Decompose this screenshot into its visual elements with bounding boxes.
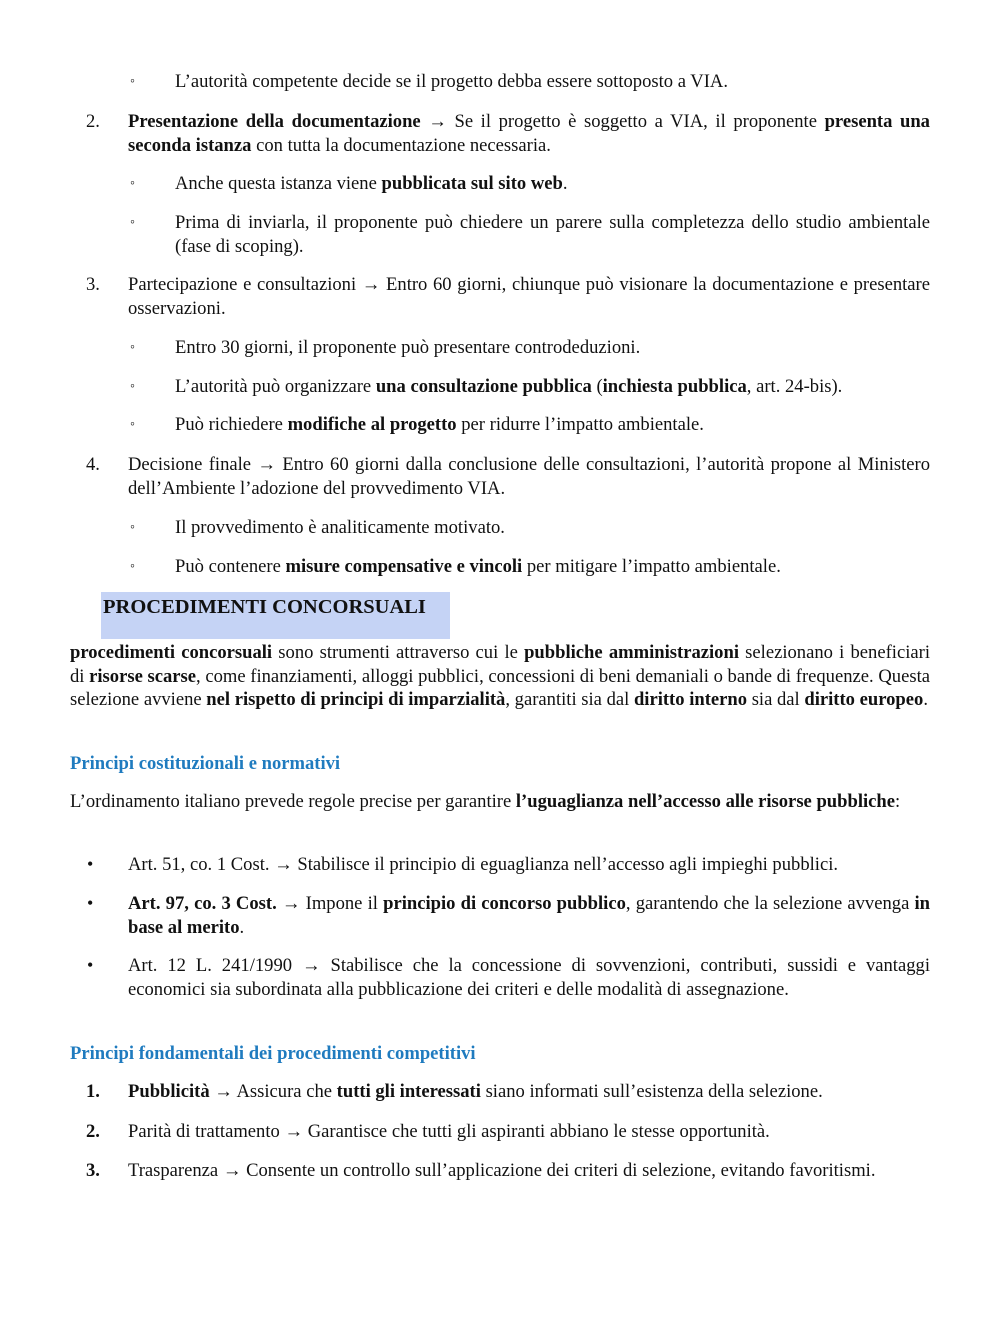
text-run: L’autorità competente decide se il progetto debba essere sottoposto a VIA. [175,71,728,92]
list-item-text [175,555,930,579]
list-item-text [128,110,930,157]
text-run: L’autorità può organizzare [175,376,376,397]
list-item-text [128,1120,930,1144]
sub-bullet-marker: ◦ [130,215,135,230]
list-item-text [175,336,930,360]
bold-text: una consultazione pubblica [375,376,592,397]
text-run: . [239,916,245,938]
list-item-text [128,1080,930,1104]
bold-text: tutti gli interessati [336,1081,481,1102]
bold-text: inchiesta pubblica [602,376,747,397]
bold-text: modifiche al progetto [287,414,457,435]
bold-text: l’uguaglianza nell’accesso alle risorse pubbliche [515,791,895,812]
text-run: → Se il progetto è soggetto a VIA, il proponente [420,111,825,132]
bullet-text [128,954,930,1001]
list-item-text [175,375,930,399]
subheading-fundamental-principles: Principi fondamentali dei procedimenti competitivi [70,1043,476,1064]
bold-text: procedimenti concorsuali [70,642,273,663]
list-number: 1. [86,1081,100,1102]
bullet-text [128,892,930,939]
text-run: , art. 24-bis). [746,376,843,397]
text-run: Art. 12 L. 241/1990 → Stabilisce che la concessione di sovvenzioni, contributi, sussidi e vantaggi economici sia subordinata alla pubblicazione dei criteri e delle modalità di assegnazione. [128,955,930,1000]
text-run: ( [591,376,603,397]
text-run: : [895,791,901,812]
text-run: sono strumenti attraverso cui le [272,642,525,663]
text-run: , garantiti sia dal [505,689,634,710]
bold-text: Art. 97, co. 3 Cost. [128,893,277,914]
intro-paragraph [70,641,930,712]
list-number: 2. [86,1121,100,1142]
list-number: 2. [86,111,100,132]
text-run: . [923,689,928,710]
bold-text: nel rispetto di principi di imparzialità [206,689,506,710]
section-heading: PROCEDIMENTI CONCORSUALI [103,596,426,618]
text-run: siano informati sull’esistenza della selezione. [480,1081,823,1102]
bold-text: Pubblicità [128,1081,210,1102]
sub-bullet-marker: ◦ [130,559,135,574]
list-item-text [175,413,930,437]
list-number: 4. [86,454,100,475]
list-item-text [128,273,930,320]
list-item-text [175,516,930,540]
text-run: Trasparenza → Consente un controllo sull’applicazione dei criteri di selezione, evitando favoritismi. [128,1160,876,1181]
text-run: → Assicura che [209,1081,337,1102]
bold-text: diritto interno [633,689,748,710]
text-run: Prima di inviarla, il proponente può chiedere un parere sulla completezza dello studio ambientale (fase di scoping). [175,212,930,257]
subheading-constitutional-principles: Principi costituzionali e normativi [70,753,341,774]
bullet-marker: • [87,854,94,874]
text-run: → Impone il [276,893,384,914]
bullet-marker: • [87,955,94,975]
bold-text: pubbliche amministrazioni [524,642,739,663]
text-run: Entro 30 giorni, il proponente può presentare controdeduzioni. [175,337,641,358]
list-item-text [175,70,930,94]
sub-bullet-marker: ◦ [130,340,135,355]
text-run: Art. 51, co. 1 Cost. → Stabilisce il principio di eguaglianza nell’accesso agli impieghi pubblici. [128,854,839,875]
bold-text: diritto europeo [804,689,924,710]
paragraph-text [70,790,930,814]
text-run: Anche questa istanza viene [175,173,382,194]
text-run: Partecipazione e consultazioni → Entro 60 giorni, chiunque può visionare la documentazione e presentare osservazioni. [128,274,930,319]
sub-bullet-marker: ◦ [130,520,135,535]
text-run: Può richiedere [175,414,288,435]
text-run: Parità di trattamento → Garantisce che tutti gli aspiranti abbiano le stesse opportunità. [128,1121,770,1142]
text-run: L’ordinamento italiano prevede regole precise per garantire [70,791,516,812]
text-run: sia dal [747,689,805,710]
text-run: per mitigare l’impatto ambientale. [522,556,781,577]
bullet-text [128,853,930,877]
text-run: con tutta la documentazione necessaria. [251,134,551,156]
list-item-text [175,211,930,258]
text-run: , garantendo che la selezione avvenga [625,893,915,914]
list-item-text [128,453,930,500]
text-run: Può contenere [175,556,286,577]
list-item-text [128,1159,930,1183]
sub-bullet-marker: ◦ [130,379,135,394]
list-item-text [175,172,930,196]
bold-text: Presentazione della documentazione [128,111,421,132]
text-run: , come finanziamenti, alloggi pubblici, concessioni di beni demaniali o bande di frequenze. Questa selezione avviene [70,665,930,710]
sub-bullet-marker: ◦ [130,176,135,191]
bold-text: presenta una seconda istanza [128,111,930,156]
bold-text: misure compensative e vincoli [285,556,523,577]
bold-text: in base al merito [128,893,930,938]
bold-text: pubblicata sul sito web [381,173,563,194]
sub-bullet-marker: ◦ [130,417,135,432]
text-run: Il provvedimento è analiticamente motivato. [175,517,505,538]
list-number: 3. [86,1160,100,1181]
bullet-marker: • [87,893,94,913]
text-run: per ridurre l’impatto ambientale. [456,414,704,435]
bold-text: risorse scarse [89,665,197,687]
text-run: Decisione finale → Entro 60 giorni dalla conclusione delle consultazioni, l’autorità propone al Ministero dell’Ambiente l’adozione del provvedimento VIA. [128,454,930,499]
text-run: selezionano i beneficiari di [70,642,930,687]
text-run: . [562,173,568,194]
list-number: 3. [86,274,100,295]
sub-bullet-marker: ◦ [130,74,135,89]
bold-text: principio di concorso pubblico [383,893,626,914]
